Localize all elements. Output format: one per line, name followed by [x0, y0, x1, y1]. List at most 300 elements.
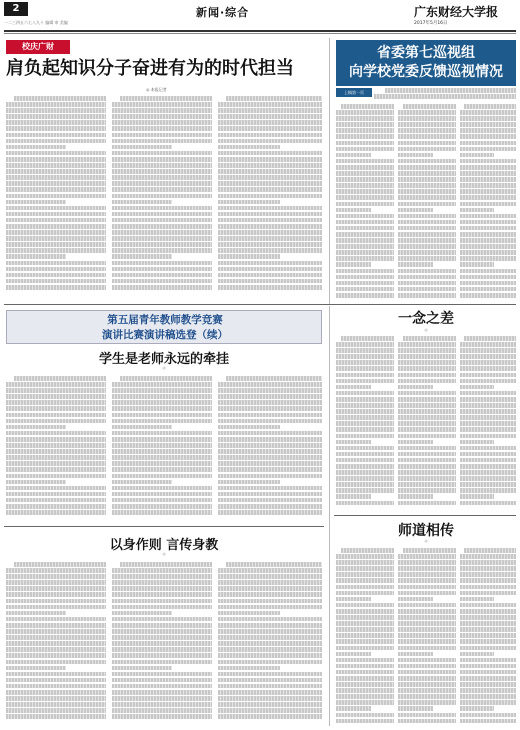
text-line: [336, 652, 371, 657]
text-line: [336, 434, 394, 439]
text-line: [398, 615, 456, 620]
text-line: [336, 159, 394, 164]
text-line: [6, 672, 106, 677]
text-line: [398, 658, 456, 663]
text-line: [218, 163, 322, 168]
text-line: [112, 605, 212, 610]
text-line: [398, 415, 456, 420]
text-line: [6, 139, 106, 144]
text-line: [120, 562, 212, 567]
text-line: [398, 141, 456, 146]
lead-body-col-2: [112, 96, 212, 296]
text-line: [460, 122, 516, 127]
text-line: [218, 157, 322, 162]
banner-line-2: 演讲比赛演讲稿选登（续）: [102, 329, 228, 341]
text-line: [6, 498, 106, 503]
text-line: [336, 232, 394, 237]
teacher-byline: ◎: [162, 366, 166, 370]
text-line: [398, 397, 456, 402]
text-line: [218, 254, 280, 259]
text-line: [6, 181, 106, 186]
text-line: [460, 226, 516, 231]
text-line: [460, 275, 516, 280]
text-line: [112, 623, 212, 628]
text-line: [6, 236, 106, 241]
text-line: [460, 688, 516, 693]
meet-col-1: [336, 548, 394, 726]
text-line: [218, 574, 322, 579]
text-line: [218, 212, 322, 217]
text-line: [336, 591, 394, 596]
section-separator: [4, 304, 516, 305]
text-line: [112, 206, 212, 211]
text-line: [403, 336, 456, 341]
text-line: [460, 554, 516, 559]
text-line: [460, 287, 516, 292]
text-line: [460, 603, 516, 608]
text-line: [218, 218, 322, 223]
text-line: [460, 360, 516, 365]
text-line: [218, 486, 322, 491]
text-line: [336, 403, 394, 408]
text-line: [398, 670, 456, 675]
text-line: [6, 120, 106, 125]
text-line: [218, 580, 322, 585]
text-line: [6, 629, 106, 634]
text-line: [112, 181, 212, 186]
text-line: [336, 373, 394, 378]
text-line: [112, 599, 212, 604]
text-line: [398, 183, 456, 188]
text-line: [336, 572, 394, 577]
text-line: [112, 504, 212, 509]
right-headline-box: [336, 40, 516, 86]
text-line: [336, 458, 394, 463]
lower-left-separator: [4, 526, 324, 527]
text-line: [398, 585, 456, 590]
text-line: [460, 706, 494, 711]
text-line: [6, 114, 106, 119]
text-line: [336, 122, 394, 127]
text-line: [336, 128, 394, 133]
text-line: [218, 504, 322, 509]
text-line: [336, 415, 394, 420]
text-line: [218, 708, 322, 713]
text-line: [6, 163, 106, 168]
text-line: [398, 256, 456, 261]
example-byline: ◎: [162, 552, 166, 556]
text-line: [460, 609, 516, 614]
text-line: [6, 599, 106, 604]
text-line: [218, 145, 280, 150]
text-line: [14, 376, 106, 381]
text-line: [120, 376, 212, 381]
text-line: [460, 397, 516, 402]
lead-body-col-3: [218, 96, 322, 296]
teacher-col-2: [112, 376, 212, 522]
text-line: [336, 639, 394, 644]
lower-right-separator: [334, 515, 516, 516]
text-line: [226, 562, 322, 567]
text-line: [218, 431, 322, 436]
text-line: [6, 678, 106, 683]
text-line: [398, 446, 456, 451]
text-line: [398, 177, 456, 182]
text-line: [336, 214, 394, 219]
text-line: [112, 114, 212, 119]
text-line: [460, 189, 516, 194]
text-line: [336, 501, 394, 506]
text-line: [336, 391, 394, 396]
text-line: [460, 440, 494, 445]
text-line: [6, 273, 106, 278]
text-line: [460, 208, 494, 213]
text-line: [336, 385, 371, 390]
text-line: [6, 267, 106, 272]
text-line: [336, 470, 394, 475]
text-line: [112, 120, 212, 125]
text-line: [336, 141, 394, 146]
text-line: [398, 202, 456, 207]
text-line: [218, 672, 322, 677]
text-line: [336, 609, 394, 614]
text-line: [460, 171, 516, 176]
text-line: [336, 421, 394, 426]
text-line: [341, 548, 394, 553]
example-col-1: [6, 562, 106, 726]
text-line: [112, 133, 212, 138]
text-line: [218, 443, 322, 448]
text-line: [112, 647, 212, 652]
text-line: [218, 279, 322, 284]
text-line: [6, 461, 106, 466]
text-line: [398, 494, 433, 499]
text-line: [112, 126, 212, 131]
text-line: [218, 647, 322, 652]
text-line: [460, 244, 516, 249]
text-line: [336, 560, 394, 565]
text-line: [112, 690, 212, 695]
text-line: [112, 267, 212, 272]
text-line: [6, 617, 106, 622]
text-line: [6, 702, 106, 707]
text-line: [460, 348, 516, 353]
lead-body-col-1: [6, 96, 106, 296]
text-line: [112, 461, 212, 466]
text-line: [6, 474, 106, 479]
text-line: [218, 261, 322, 266]
text-line: [398, 385, 433, 390]
text-line: [398, 147, 456, 152]
text-line: [6, 212, 106, 217]
text-line: [460, 621, 516, 626]
text-line: [336, 597, 371, 602]
text-line: [398, 476, 456, 481]
text-line: [218, 169, 322, 174]
text-line: [398, 603, 456, 608]
meet-col-3: [460, 548, 516, 726]
text-line: [460, 494, 494, 499]
text-line: [112, 163, 212, 168]
text-line: [112, 568, 212, 573]
text-line: [460, 269, 516, 274]
text-line: [398, 719, 456, 724]
text-line: [398, 287, 456, 292]
text-line: [112, 666, 172, 671]
text-line: [460, 379, 516, 384]
text-line: [398, 639, 456, 644]
text-line: [336, 281, 394, 286]
yinianzhi-col-3: [460, 336, 516, 512]
text-line: [460, 354, 516, 359]
text-line: [6, 467, 106, 472]
text-line: [336, 195, 394, 200]
text-line: [336, 153, 371, 158]
text-line: [112, 169, 212, 174]
text-line: [218, 653, 322, 658]
text-line: [398, 134, 456, 139]
text-line: [336, 633, 394, 638]
lead-tag: 校庆广财: [6, 40, 70, 54]
text-line: [112, 449, 212, 454]
text-line: [218, 696, 322, 701]
masthead-rule: [4, 30, 516, 32]
text-line: [336, 256, 394, 261]
text-line: [218, 181, 322, 186]
right-body-col-2: [398, 104, 456, 300]
right-body-col-1: [336, 104, 394, 300]
text-line: [218, 114, 322, 119]
text-line: [398, 440, 433, 445]
text-line: [403, 548, 456, 553]
text-line: [218, 474, 322, 479]
text-line: [460, 627, 516, 632]
text-line: [336, 360, 394, 365]
text-line: [6, 279, 106, 284]
text-line: [6, 568, 106, 573]
text-line: [336, 427, 394, 432]
text-line: [112, 696, 212, 701]
text-line: [336, 238, 394, 243]
text-line: [460, 682, 516, 687]
text-line: [398, 220, 456, 225]
text-line: [336, 446, 394, 451]
text-line: [6, 206, 106, 211]
text-line: [112, 175, 212, 180]
text-line: [398, 195, 456, 200]
text-line: [6, 145, 66, 150]
text-line: [460, 153, 494, 158]
text-line: [336, 676, 394, 681]
text-line: [336, 348, 394, 353]
text-line: [6, 425, 66, 430]
text-line: [6, 443, 106, 448]
text-line: [336, 183, 394, 188]
right-body-col-3: [460, 104, 516, 300]
text-line: [218, 187, 322, 192]
text-line: [336, 293, 394, 298]
text-line: [6, 653, 106, 658]
text-line: [398, 482, 456, 487]
text-line: [460, 409, 516, 414]
text-line: [341, 336, 394, 341]
text-line: [218, 568, 322, 573]
text-line: [218, 666, 280, 671]
text-line: [6, 492, 106, 497]
text-line: [336, 110, 394, 115]
text-line: [460, 183, 516, 188]
text-line: [398, 110, 456, 115]
text-line: [398, 452, 456, 457]
text-line: [6, 230, 106, 235]
text-line: [460, 232, 516, 237]
text-line: [460, 342, 516, 347]
text-line: [460, 165, 516, 170]
text-line: [398, 153, 433, 158]
text-line: [398, 694, 456, 699]
text-line: [336, 342, 394, 347]
text-line: [6, 175, 106, 180]
text-line: [112, 617, 212, 622]
text-line: [218, 139, 322, 144]
text-line: [112, 102, 212, 107]
text-line: [460, 566, 516, 571]
text-line: [336, 171, 394, 176]
text-line: [112, 574, 212, 579]
text-line: [112, 157, 212, 162]
text-line: [398, 627, 456, 632]
text-line: [112, 394, 212, 399]
text-line: [218, 413, 322, 418]
text-line: [398, 275, 456, 280]
text-line: [460, 202, 516, 207]
text-line: [112, 455, 212, 460]
lead-byline: ◎ 本报记者: [146, 87, 167, 92]
text-line: [460, 719, 516, 724]
text-line: [6, 151, 106, 156]
text-line: [398, 250, 456, 255]
text-line: [112, 492, 212, 497]
text-line: [6, 592, 106, 597]
text-line: [112, 714, 212, 719]
text-line: [398, 501, 456, 506]
text-line: [336, 719, 394, 724]
text-line: [398, 591, 456, 596]
text-line: [336, 262, 371, 267]
text-line: [226, 96, 322, 101]
text-line: [460, 488, 516, 493]
text-line: [460, 366, 516, 371]
text-line: [398, 366, 456, 371]
text-line: [218, 175, 322, 180]
text-line: [336, 706, 371, 711]
text-line: [6, 187, 106, 192]
text-line: [218, 236, 322, 241]
text-line: [460, 476, 516, 481]
text-line: [398, 171, 456, 176]
text-line: [398, 633, 456, 638]
text-line: [398, 348, 456, 353]
text-line: [112, 388, 212, 393]
lower-column-divider: [329, 306, 330, 726]
example-col-2: [112, 562, 212, 726]
yinianzhi-headline: 一念之差: [398, 311, 454, 327]
text-line: [398, 488, 456, 493]
text-line: [460, 585, 516, 590]
text-line: [6, 248, 106, 253]
text-line: [460, 597, 494, 602]
text-line: [6, 382, 106, 387]
text-line: [398, 427, 456, 432]
right-headline-2: 向学校党委反馈巡视情况: [349, 64, 503, 80]
text-line: [336, 147, 394, 152]
text-line: [218, 248, 322, 253]
text-line: [336, 250, 394, 255]
text-line: [336, 566, 394, 571]
text-line: [398, 281, 456, 286]
text-line: [460, 434, 516, 439]
text-line: [112, 224, 212, 229]
text-line: [398, 554, 456, 559]
text-line: [398, 664, 456, 669]
text-line: [218, 285, 322, 290]
text-line: [460, 147, 516, 152]
right-tag: 上稿第一页: [336, 88, 372, 97]
text-line: [460, 214, 516, 219]
text-line: [112, 611, 172, 616]
text-line: [336, 603, 394, 608]
right-headline-1: 省委第七巡视组: [377, 45, 475, 61]
text-line: [398, 232, 456, 237]
text-line: [336, 177, 394, 182]
text-line: [336, 615, 394, 620]
text-line: [6, 635, 106, 640]
text-line: [218, 133, 322, 138]
text-line: [398, 682, 456, 687]
text-line: [218, 449, 322, 454]
text-line: [336, 287, 394, 292]
text-line: [460, 633, 516, 638]
text-line: [398, 159, 456, 164]
text-line: [464, 548, 516, 553]
text-line: [336, 700, 394, 705]
text-line: [218, 641, 322, 646]
text-line: [398, 609, 456, 614]
text-line: [398, 458, 456, 463]
text-line: [112, 684, 212, 689]
text-line: [6, 400, 106, 405]
text-line: [6, 504, 106, 509]
text-line: [112, 580, 212, 585]
teacher-col-3: [218, 376, 322, 522]
text-line: [336, 554, 394, 559]
text-line: [336, 688, 394, 693]
text-line: [112, 212, 212, 217]
text-line: [6, 574, 106, 579]
text-line: [336, 482, 394, 487]
example-col-3: [218, 562, 322, 726]
text-line: [460, 238, 516, 243]
text-line: [6, 102, 106, 107]
text-line: [398, 464, 456, 469]
text-line: [398, 646, 456, 651]
text-line: [6, 194, 106, 199]
text-line: [336, 244, 394, 249]
text-line: [112, 382, 212, 387]
text-line: [398, 688, 456, 693]
yinianzhi-byline: ◎: [424, 328, 428, 332]
text-line: [398, 208, 433, 213]
